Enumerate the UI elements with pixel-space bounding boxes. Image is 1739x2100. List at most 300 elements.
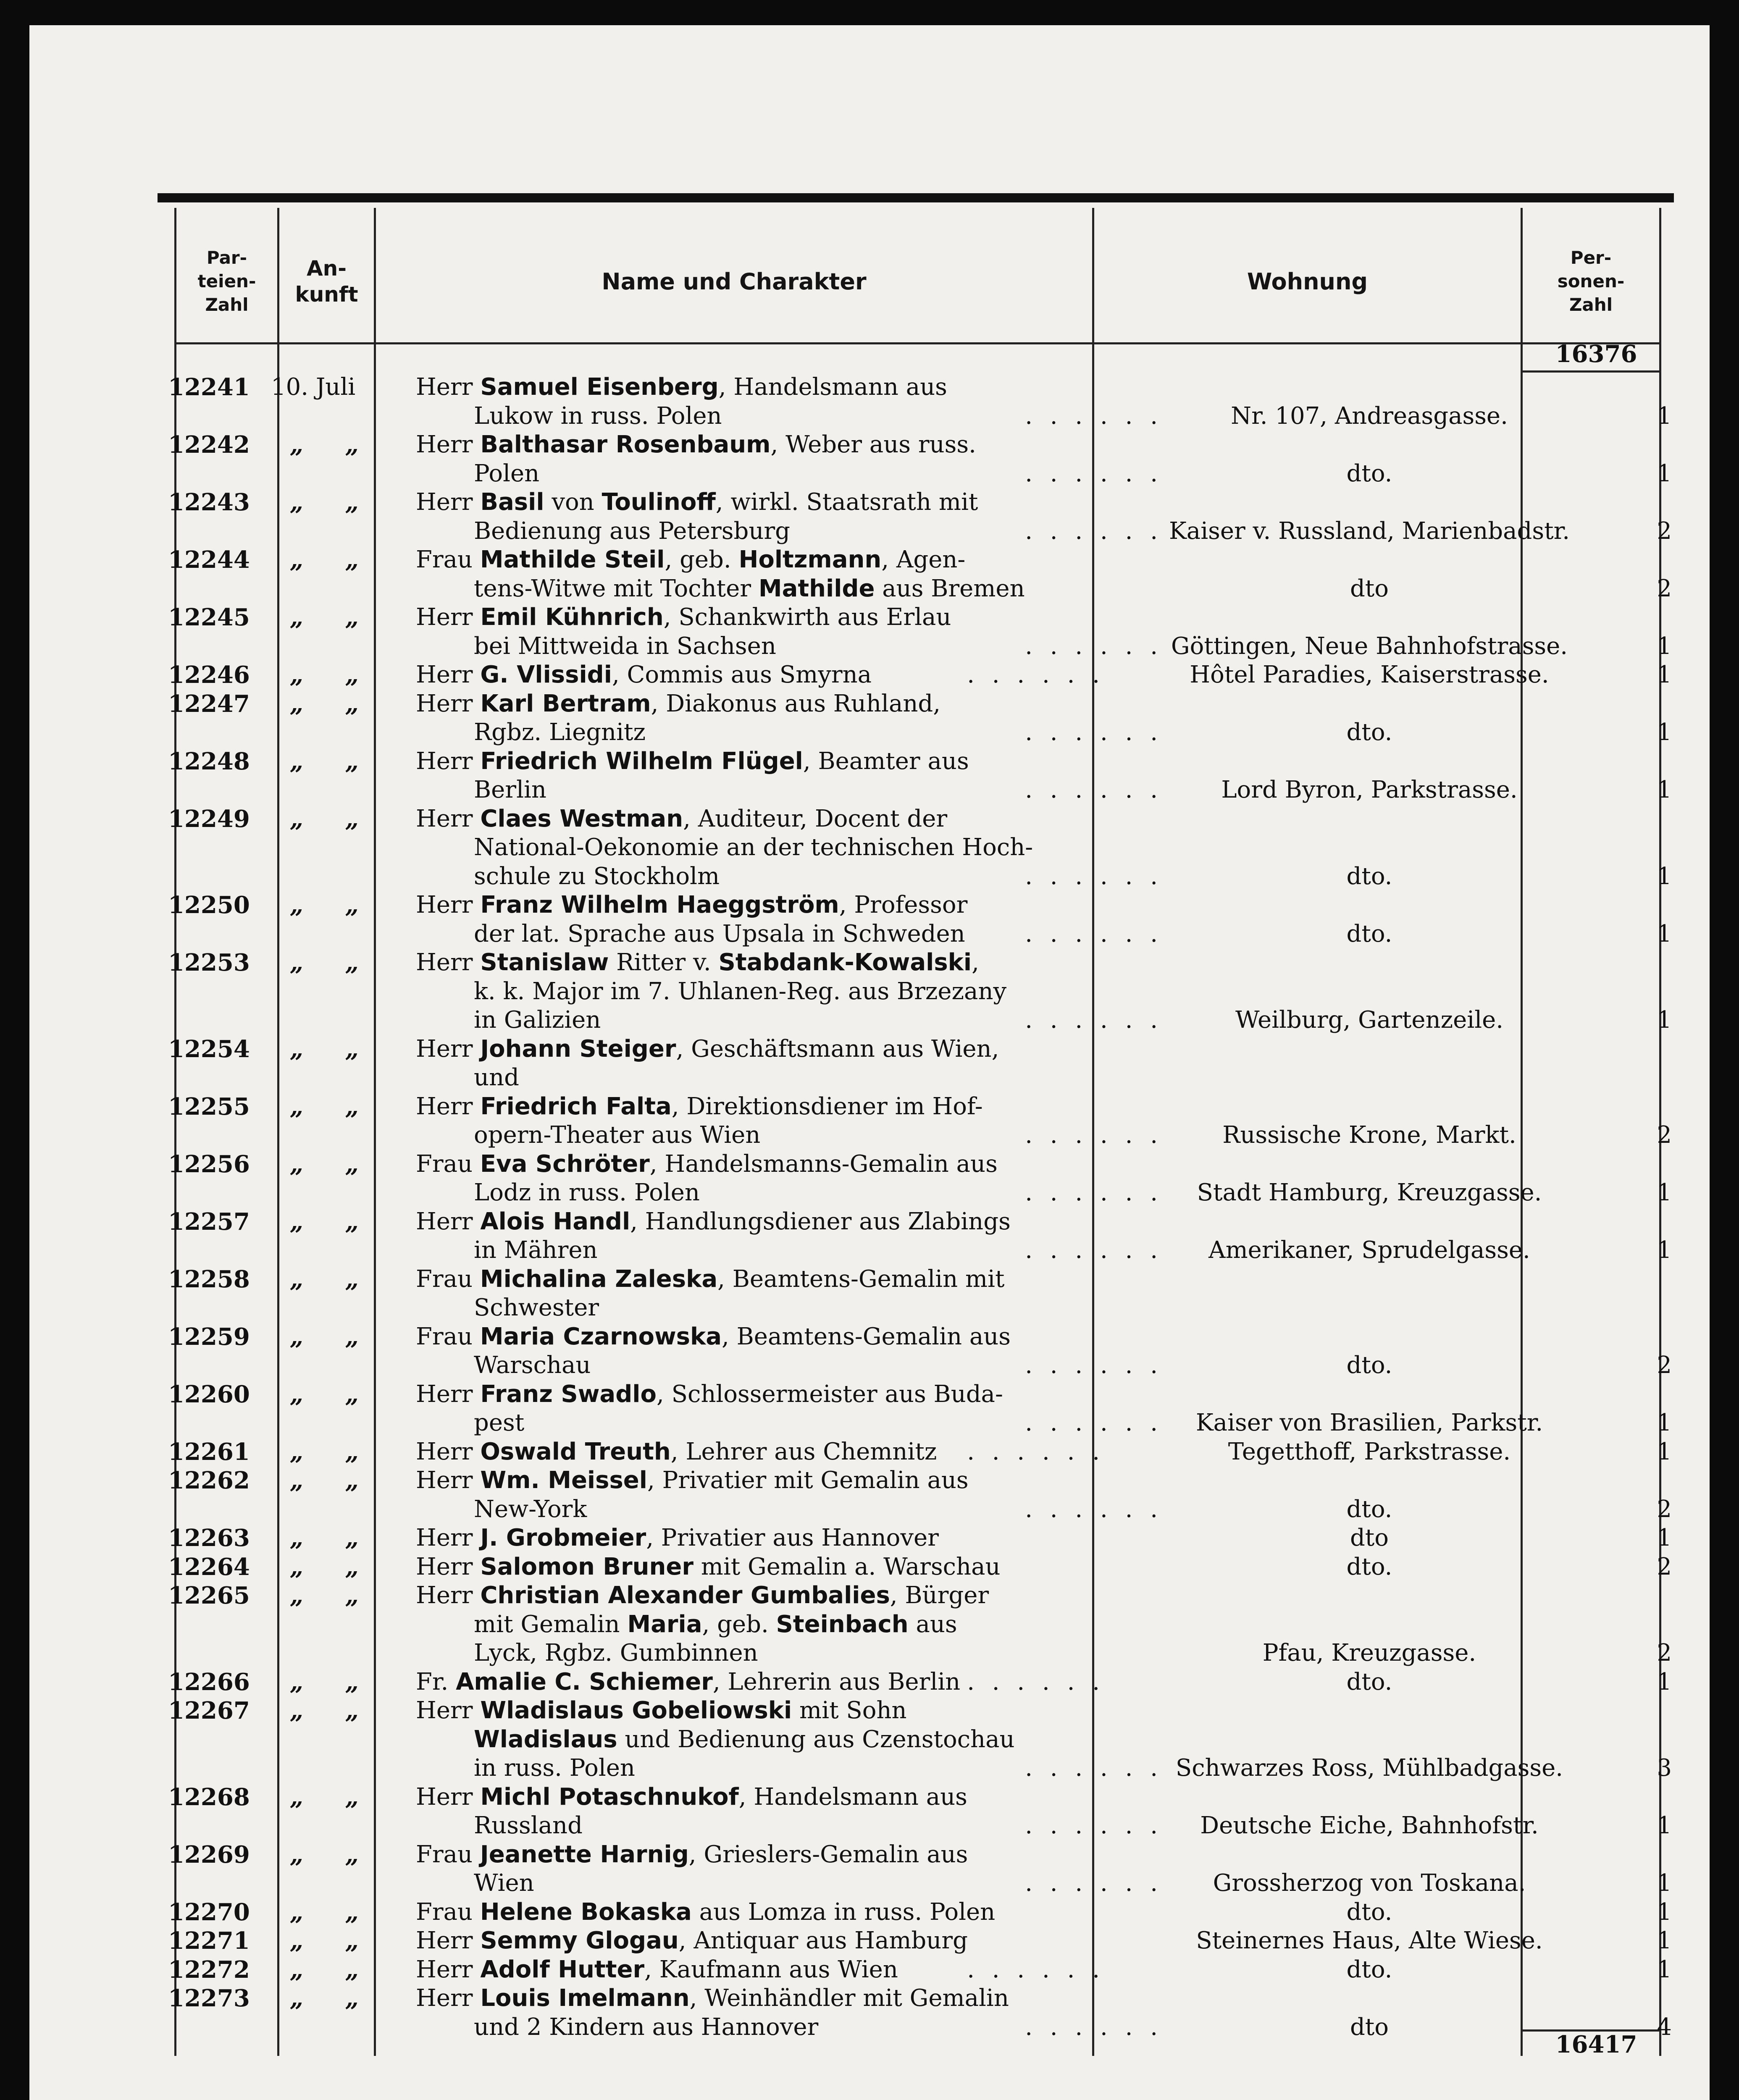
ditto-mark: „ „ (290, 1150, 376, 1178)
party-number: 12264 (168, 1553, 250, 1581)
residence: Lord Byron, Parkstrasse. (1221, 776, 1518, 803)
entry-line (168, 1466, 1672, 1495)
residence: Schwarzes Ross, Mühlbadgasse. (1175, 1754, 1563, 1782)
description-text: Frau (416, 546, 480, 573)
name-and-character (416, 1150, 1105, 1179)
description-text: Herr (416, 747, 481, 775)
entry-continuation-line (168, 977, 1672, 1006)
description-text: von (544, 488, 602, 516)
entry-line (168, 546, 1672, 575)
entry-continuation-line (168, 1754, 1672, 1783)
description-text: , Grieslers-Gemalin aus (688, 1840, 968, 1868)
description-text: opern-Theater aus Wien (474, 1121, 761, 1149)
description-text: aus Bremen (875, 575, 1025, 602)
entry-line (168, 891, 1672, 920)
person-name: Balthasar Rosenbaum (480, 431, 771, 458)
person-name: Stabdank-Kowalski (718, 949, 972, 976)
person-name: Mathilde (758, 575, 875, 602)
residence: dto. (1346, 459, 1392, 487)
party-number: 12250 (168, 891, 250, 919)
residence: Amerikaner, Sprudelgasse. (1208, 1236, 1530, 1264)
leader-dots: . . . . . . (1025, 459, 1163, 487)
leader-dots: . . . . . . (967, 1438, 1105, 1465)
entry-continuation-line (168, 920, 1672, 949)
name-and-character (416, 1380, 1105, 1409)
entry-continuation-line (168, 1811, 1672, 1840)
name-and-character (474, 977, 1163, 1006)
person-name: Franz Wilhelm Haeggström (480, 891, 839, 919)
person-name: Stanislaw (480, 949, 609, 976)
description-text: Herr (416, 1553, 481, 1580)
leader-dots: . . . . . . (967, 1668, 1105, 1696)
name-and-character (474, 1063, 1163, 1092)
name-and-character (474, 1006, 1163, 1035)
entry-continuation-line (168, 1063, 1672, 1092)
party-number: 12265 (168, 1582, 250, 1609)
person-count: 1 (1657, 1812, 1672, 1839)
person-name: Toulinoff (602, 488, 716, 516)
ditto-mark: „ „ (290, 690, 376, 718)
residence: Kaiser von Brasilien, Parkstr. (1195, 1409, 1543, 1436)
name-and-character (474, 1121, 1163, 1150)
entry-line (168, 1265, 1672, 1294)
entry-continuation-line (168, 1409, 1672, 1438)
description-text: , geb. (665, 546, 739, 573)
party-number: 12262 (168, 1467, 250, 1494)
leader-dots: . . . . . . (1025, 632, 1163, 660)
description-text: , Schlossermeister aus Buda- (656, 1380, 1003, 1408)
entry-continuation-line (168, 402, 1672, 431)
description-text: , Diakonus aus Ruhland, (651, 690, 941, 717)
description-text: Lodz in russ. Polen (474, 1179, 700, 1206)
description-text: Lyck, Rgbz. Gumbinnen (474, 1639, 758, 1667)
entry-line (168, 661, 1672, 690)
end-total: 16417 (1555, 2031, 1637, 2058)
description-text: , Professor (839, 891, 968, 919)
person-name: Louis Imelmann (480, 1984, 690, 2012)
name-and-character (416, 1783, 1105, 1812)
description-text: , Weber aus russ. (770, 431, 976, 458)
person-name: Friedrich Wilhelm Flügel (480, 747, 803, 775)
description-text: der lat. Sprache aus Upsala in Schweden (474, 920, 965, 948)
name-and-character (416, 1840, 1105, 1869)
description-text: Herr (416, 488, 481, 516)
residence: Nr. 107, Andreasgasse. (1231, 402, 1508, 430)
description-text: , Lehrerin aus Berlin (712, 1668, 961, 1696)
description-text: , Kaufmann aus Wien (644, 1956, 898, 1983)
description-text: Herr (416, 1208, 481, 1235)
name-and-character (416, 690, 1105, 719)
person-name: Wladislaus (474, 1725, 617, 1753)
person-name: Wm. Meissel (480, 1467, 647, 1494)
ditto-mark: „ „ (290, 431, 376, 459)
description-text: , Beamter aus (803, 747, 969, 775)
person-count: 2 (1657, 517, 1672, 545)
party-number: 12255 (168, 1092, 250, 1121)
description-text: Herr (416, 1697, 481, 1724)
description-text: Herr (416, 1956, 481, 1983)
ditto-mark: „ „ (290, 1927, 376, 1955)
name-and-character (416, 1668, 1105, 1697)
party-number: 12257 (168, 1208, 250, 1236)
residence: dto. (1346, 719, 1392, 746)
description-text: Herr (416, 373, 481, 401)
party-number: 12254 (168, 1035, 250, 1063)
name-and-character (474, 776, 1163, 805)
entry-line (168, 1553, 1672, 1582)
header-parteien-zahl: Par- teien- Zahl (197, 247, 256, 315)
entry-continuation-line (168, 2013, 1672, 2042)
entry-line (168, 1783, 1672, 1812)
description-text: mit Gemalin a. Warschau (693, 1553, 1001, 1580)
ditto-mark: „ „ (290, 1438, 376, 1466)
description-text: in russ. Polen (474, 1754, 635, 1782)
ditto-mark: „ „ (290, 1956, 376, 1984)
residence: dto (1350, 575, 1389, 602)
residence: Hôtel Paradies, Kaiserstrasse. (1190, 661, 1549, 688)
person-count: 1 (1657, 632, 1672, 660)
leader-dots: . . . . . . (1025, 920, 1163, 948)
residence: dto. (1346, 1553, 1392, 1580)
person-name: Michl Potaschnukof (480, 1783, 739, 1811)
party-number: 12248 (168, 747, 250, 775)
entry-continuation-line (168, 1121, 1672, 1150)
description-text: New-York (474, 1495, 587, 1523)
name-and-character (474, 1610, 1163, 1639)
person-count: 2 (1657, 1121, 1672, 1149)
leader-dots: . . . . . . (1025, 719, 1163, 746)
name-and-character (416, 1927, 1105, 1956)
description-text: in Mähren (474, 1236, 598, 1264)
entry-line (168, 747, 1672, 776)
ditto-mark: „ „ (290, 1467, 376, 1494)
description-text: , Handelsmann aus (738, 1783, 967, 1811)
description-text: , (972, 949, 979, 976)
entry-continuation-line (168, 862, 1672, 891)
name-and-character (416, 1092, 1105, 1121)
entry-continuation-line (168, 1351, 1672, 1380)
description-text: Herr (416, 604, 481, 631)
leader-dots: . . . . . . (1025, 1812, 1163, 1839)
description-text: , Lehrer aus Chemnitz (670, 1438, 937, 1465)
header-personen-zahl: Per- sonen- Zahl (1557, 247, 1625, 315)
person-name: Amalie C. Schiemer (456, 1668, 713, 1696)
entry-continuation-line (168, 1006, 1672, 1035)
name-and-character (416, 1898, 1105, 1927)
description-text: , geb. (702, 1610, 776, 1638)
ditto-mark: „ „ (290, 1668, 376, 1696)
description-text: Fr. (416, 1668, 456, 1696)
party-number: 12261 (168, 1438, 250, 1466)
entry-continuation-line (168, 1294, 1672, 1323)
ditto-mark: „ „ (290, 1898, 376, 1926)
name-and-character (474, 1495, 1163, 1524)
leader-dots: . . . . . . (1025, 2013, 1163, 2041)
residence: Russische Krone, Markt. (1222, 1121, 1516, 1149)
party-number: 12259 (168, 1323, 250, 1351)
entry-line (168, 1208, 1672, 1236)
entry-line (168, 1092, 1672, 1121)
entry-line (168, 603, 1672, 632)
entry-continuation-line (168, 1869, 1672, 1898)
person-count: 1 (1657, 1869, 1672, 1897)
name-and-character (474, 1351, 1163, 1380)
description-text: und 2 Kindern aus Hannover (474, 2013, 819, 2041)
description-text: Herr (416, 1582, 481, 1609)
name-and-character (416, 546, 1105, 575)
entry-continuation-line (168, 718, 1672, 747)
description-text: , Auditeur, Docent der (683, 805, 948, 832)
name-and-character (474, 1236, 1163, 1265)
person-name: Eva Schröter (480, 1150, 650, 1178)
name-and-character (416, 805, 1105, 834)
description-text: mit Sohn (792, 1697, 907, 1724)
name-and-character (416, 1524, 1105, 1553)
description-text: Herr (416, 949, 481, 976)
person-count: 4 (1657, 2013, 1672, 2041)
description-text: Rgbz. Liegnitz (474, 719, 646, 746)
name-and-character (474, 402, 1163, 431)
entry-line (168, 1956, 1672, 1984)
ditto-mark: „ „ (290, 747, 376, 775)
person-name: Basil (480, 488, 544, 516)
party-number: 12267 (168, 1697, 250, 1725)
header-wohnung: Wohnung (1247, 268, 1368, 295)
description-text: Herr (416, 805, 481, 832)
name-and-character (474, 1811, 1163, 1840)
entry-continuation-line (168, 1495, 1672, 1524)
ditto-mark: „ „ (290, 546, 376, 574)
ditto-mark: „ „ (290, 604, 376, 631)
ditto-mark: „ „ (290, 1208, 376, 1236)
person-name: Maria Czarnowska (480, 1323, 722, 1350)
name-and-character (474, 1725, 1163, 1754)
description-text: Herr (416, 1035, 481, 1063)
person-name: Samuel Eisenberg (480, 373, 719, 401)
name-and-character (416, 948, 1105, 977)
residence: dto. (1346, 1495, 1392, 1523)
description-text: Frau (416, 1265, 480, 1293)
person-count: 1 (1657, 862, 1672, 890)
person-name: Michalina Zaleska (480, 1265, 718, 1293)
description-text: , Privatier mit Gemalin aus (647, 1467, 969, 1494)
name-and-character (474, 1754, 1163, 1783)
person-name: Jeanette Harnig (480, 1840, 689, 1868)
entry-line (168, 1984, 1672, 2013)
name-and-character (416, 1438, 1105, 1467)
arrival-date: 10. Juli (271, 373, 356, 401)
description-text: Herr (416, 1783, 481, 1811)
ditto-mark: „ „ (290, 1380, 376, 1408)
description-text: Herr (416, 891, 481, 919)
entry-line (168, 948, 1672, 977)
ditto-mark: „ „ (290, 1840, 376, 1869)
description-text: pest (474, 1409, 525, 1436)
leader-dots: . . . . . . (967, 661, 1105, 688)
name-and-character (474, 517, 1163, 546)
name-and-character (474, 1294, 1163, 1323)
name-and-character (474, 1869, 1163, 1898)
party-number: 12249 (168, 805, 250, 833)
description-text: Warschau (474, 1352, 591, 1379)
residence: dto. (1346, 862, 1392, 890)
description-text: Herr (416, 1380, 481, 1408)
name-and-character (416, 1984, 1105, 2013)
name-and-character (416, 1323, 1105, 1352)
description-text: Frau (416, 1898, 480, 1926)
description-text: und (474, 1064, 519, 1091)
person-count: 1 (1657, 1179, 1672, 1206)
leader-dots: . . . . . . (1025, 1179, 1163, 1206)
person-name: Holtzmann (738, 546, 882, 573)
residence: dto. (1346, 1668, 1392, 1696)
description-text: , Beamtens-Gemalin aus (722, 1323, 1011, 1350)
name-and-character (416, 373, 1105, 402)
entry-continuation-line (168, 833, 1672, 862)
person-count: 1 (1657, 719, 1672, 746)
name-and-character (416, 1581, 1105, 1610)
entry-continuation-line (168, 776, 1672, 805)
ditto-mark: „ „ (290, 1697, 376, 1725)
residence: Göttingen, Neue Bahnhofstrasse. (1171, 632, 1568, 660)
name-and-character (474, 632, 1163, 661)
description-text: aus (908, 1610, 957, 1638)
start-total: 16376 (1555, 340, 1637, 368)
description-text: Russland (474, 1812, 583, 1839)
name-and-character (474, 459, 1163, 488)
header-ankunft: An- kunft (295, 256, 358, 307)
description-text: , Schankwirth aus Erlau (663, 604, 951, 631)
person-name: G. Vlissidi (480, 661, 612, 688)
party-number: 12244 (168, 546, 250, 574)
ditto-mark: „ „ (290, 1582, 376, 1609)
description-text: mit Gemalin (474, 1610, 628, 1638)
description-text: Frau (416, 1150, 480, 1178)
entry-continuation-line (168, 1725, 1672, 1754)
person-name: Maria (627, 1610, 702, 1638)
residence: Tegetthoff, Parkstrasse. (1228, 1438, 1511, 1465)
name-and-character (416, 1696, 1105, 1725)
name-and-character (416, 1265, 1105, 1294)
register-page (29, 25, 1710, 2100)
party-number: 12243 (168, 488, 250, 516)
leader-dots: . . . . . . (967, 1956, 1105, 1983)
entry-line (168, 1668, 1672, 1697)
leader-dots: . . . . . . (1025, 862, 1163, 890)
person-name: Claes Westman (480, 805, 683, 832)
description-text: bei Mittweida in Sachsen (474, 632, 776, 660)
leader-dots: . . . . . . (1025, 1754, 1163, 1782)
residence: Deutsche Eiche, Bahnhofstr. (1200, 1812, 1539, 1839)
party-number: 12247 (168, 690, 250, 718)
entry-continuation-line (168, 575, 1672, 604)
description-text: , Agen- (881, 546, 966, 573)
entry-continuation-line (168, 632, 1672, 661)
description-text: , Handelsmanns-Gemalin aus (649, 1150, 998, 1178)
residence: dto (1350, 1524, 1389, 1551)
leader-dots: . . . . . . (1025, 1409, 1163, 1436)
name-and-character (474, 1179, 1163, 1208)
person-count: 1 (1657, 920, 1672, 948)
description-text: , Handlungsdiener aus Zlabings (630, 1208, 1011, 1235)
ditto-mark: „ „ (290, 1035, 376, 1063)
entry-line (168, 1696, 1672, 1725)
party-number: 12256 (168, 1150, 250, 1178)
person-name: Wladislaus Gobeliowski (480, 1697, 792, 1724)
person-name: Alois Handl (480, 1208, 630, 1235)
leader-dots: . . . . . . (1025, 1352, 1163, 1379)
entry-line (168, 1524, 1672, 1553)
description-text: Polen (474, 459, 540, 487)
name-and-character (416, 1466, 1105, 1495)
person-count: 1 (1657, 776, 1672, 803)
residence: Steinernes Haus, Alte Wiese. (1196, 1927, 1543, 1954)
person-name: Semmy Glogau (480, 1927, 679, 1954)
description-text: Herr (416, 1467, 481, 1494)
name-and-character (416, 1553, 1105, 1582)
party-number: 12246 (168, 661, 250, 689)
description-text: , wirkl. Staatsrath mit (715, 488, 978, 516)
person-name: Friedrich Falta (480, 1092, 672, 1120)
residence: Kaiser v. Russland, Marienbadstr. (1169, 517, 1570, 545)
person-count: 1 (1657, 1668, 1672, 1696)
person-count: 3 (1657, 1754, 1672, 1782)
description-text: Herr (416, 690, 481, 717)
name-and-character (416, 891, 1105, 920)
person-count: 1 (1657, 1524, 1672, 1551)
description-text: , Geschäftsmann aus Wien, (676, 1035, 999, 1063)
residence: dto (1350, 2013, 1389, 2041)
person-name: Johann Steiger (480, 1035, 676, 1063)
entry-line (168, 1927, 1672, 1956)
party-number: 12270 (168, 1898, 250, 1926)
residence: dto. (1346, 920, 1392, 948)
name-and-character (416, 488, 1105, 517)
leader-dots: . . . . . . (1025, 402, 1163, 430)
residence: Stadt Hamburg, Kreuzgasse. (1197, 1179, 1542, 1206)
name-and-character (416, 1035, 1105, 1064)
name-and-character (474, 575, 1163, 604)
description-text: Herr (416, 1438, 481, 1465)
leader-dots: . . . . . . (1025, 1006, 1163, 1034)
ditto-mark: „ „ (290, 805, 376, 833)
residence: dto. (1346, 1898, 1392, 1926)
entry-line (168, 690, 1672, 719)
name-and-character (416, 661, 1105, 690)
description-text: in Galizien (474, 1006, 601, 1034)
entry-continuation-line (168, 459, 1672, 488)
party-number: 12269 (168, 1840, 250, 1869)
party-number: 12258 (168, 1265, 250, 1293)
description-text: aus Lomza in russ. Polen (691, 1898, 996, 1926)
party-number: 12241 (168, 373, 250, 401)
person-count: 2 (1657, 575, 1672, 602)
leader-dots: . . . . . . (1025, 1869, 1163, 1897)
header-name-und-charakter: Name und Charakter (602, 268, 867, 295)
description-text: Ritter v. (609, 949, 719, 976)
person-count: 1 (1657, 1927, 1672, 1954)
person-count: 2 (1657, 1553, 1672, 1580)
person-count: 2 (1657, 1639, 1672, 1667)
ditto-mark: „ „ (290, 1553, 376, 1581)
person-name: Oswald Treuth (480, 1438, 671, 1465)
description-text: Herr (416, 1984, 481, 2012)
description-text: , Weinhändler mit Gemalin (689, 1984, 1009, 2012)
description-text: Wien (474, 1869, 534, 1897)
description-text: Herr (416, 1524, 481, 1551)
name-and-character (474, 2013, 1163, 2042)
residence: Grossherzog von Toskana. (1213, 1869, 1526, 1897)
